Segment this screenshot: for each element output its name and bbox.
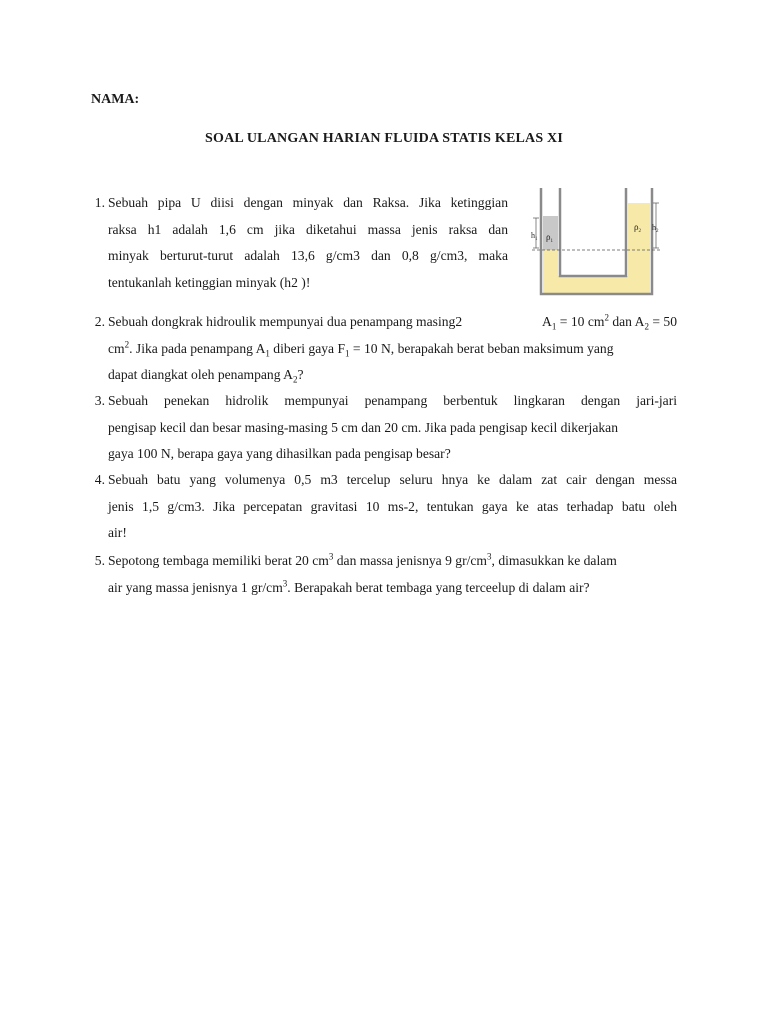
question-number: 4. bbox=[94, 472, 105, 487]
u-tube-figure bbox=[530, 188, 665, 298]
question-number: 1. bbox=[94, 195, 105, 210]
question-text bbox=[108, 309, 677, 389]
label-h2: $h_2$ bbox=[652, 223, 659, 234]
question-text bbox=[108, 388, 677, 468]
question-text bbox=[108, 190, 508, 296]
question-line: pengisap kecil dan besar masing-masing 5 cm dan 20 cm. Jika pada pengisap kecil dikerjakan bbox=[108, 419, 618, 435]
question-text bbox=[108, 467, 677, 547]
formula-segment: $A_1 = 10$ $cm^2$ dan $A_2 = 50$ bbox=[542, 312, 677, 332]
question-line: raksa h1 adalah 1,6 cm jika diketahui massa jenis raksa dan bbox=[108, 221, 508, 237]
u-tube-diagram bbox=[530, 188, 665, 298]
question-text bbox=[108, 548, 677, 601]
question-number: 2. bbox=[94, 314, 105, 329]
question-line bbox=[108, 309, 677, 336]
question-line: jenis 1,5 g/cm3. Jika percepatan gravitasi 10 ms-2, tentukan gaya ke atas terhadap batu oleh bbox=[108, 498, 677, 514]
question-line: Sepotong tembaga memiliki berat 20 $cm^3$ dan massa jenisnya 9 $gr/cm^3$, dimasukkan ke dalam bbox=[108, 551, 617, 568]
question-line: $cm^2$. Jika pada penampang $A_1$ diberi gaya $F_1 = 10$ N, berapakah berat beban maksimum yang bbox=[108, 338, 614, 359]
question-line: tentukanlah ketinggian minyak (h2 )! bbox=[108, 274, 311, 290]
question-line: dapat diangkat oleh penampang $A_2$? bbox=[108, 367, 304, 385]
question-number: 3. bbox=[94, 393, 105, 408]
question-line: minyak berturut-turut adalah 13,6 g/cm3 dan 0,8 g/cm3, maka bbox=[108, 248, 508, 263]
label-h1: $h_1$ bbox=[531, 231, 538, 242]
question-line: air! bbox=[108, 525, 127, 540]
oil-bottom bbox=[543, 276, 650, 293]
page-title: SOAL ULANGAN HARIAN FLUIDA STATIS KELAS XI bbox=[205, 131, 563, 146]
tube-inner bbox=[560, 188, 626, 276]
question-line: air yang massa jenisnya 1 $gr/cm^3$. Berapakah berat tembaga yang terceelup di dalam air? bbox=[108, 577, 590, 595]
question-line: gaya 100 N, berapa gaya yang dihasilkan pada pengisap besar? bbox=[108, 446, 451, 461]
label-rho1: $\rho_1$ bbox=[546, 232, 553, 244]
name-label: NAMA: bbox=[91, 92, 140, 107]
text-segment: Sebuah dongkrak hidroulik mempunyai dua penampang masing2 bbox=[108, 314, 463, 329]
oil-right-column bbox=[628, 203, 650, 285]
question-line: Sebuah pipa U diisi dengan minyak dan Raksa. Jika ketinggian bbox=[108, 195, 508, 210]
question-number: 5. bbox=[94, 553, 105, 568]
question-line: Sebuah penekan hidrolik mempunyai penampang berbentuk lingkaran dengan jari-jari bbox=[108, 393, 677, 408]
label-rho2: $\rho_2$ bbox=[634, 222, 641, 234]
question-line: Sebuah batu yang volumenya 0,5 m3 tercelup seluru hnya ke dalam zat cair dengan messa bbox=[108, 472, 677, 487]
